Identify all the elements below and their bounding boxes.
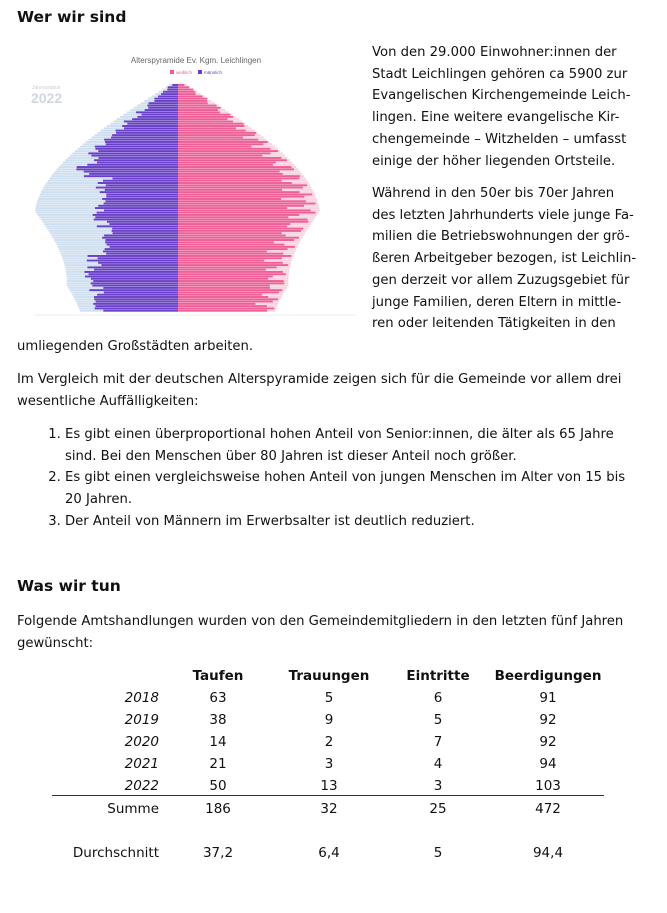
pyramid-bar-male — [94, 298, 178, 300]
pyramid-bar-female — [178, 91, 195, 93]
pyramid-bar-male — [94, 269, 178, 271]
pyramid-bar-male — [91, 278, 178, 280]
pyramid-bar-female — [178, 98, 207, 100]
pyramid-bar-male — [98, 205, 178, 207]
pyramid-bar-female — [178, 276, 273, 278]
pyramid-bar-male — [91, 282, 178, 284]
pyramid-bar-male — [87, 260, 178, 262]
pyramid-bar-female — [178, 241, 274, 243]
pyramid-bar-male — [103, 250, 178, 252]
list-item: 1. Es gibt einen überproportional hohen Anteil von Senior:innen, die älter als 65 Jahre sind. Bei den Menschen über 80 Jahren ist dieser Anteil noch größer. — [65, 424, 667, 467]
pyramid-bar-female — [178, 262, 283, 264]
pyramid-bar-female — [178, 257, 282, 259]
pyramid-bar-male — [104, 234, 178, 236]
pyramid-bar-female — [178, 273, 286, 275]
table-cell: 3 — [433, 778, 443, 794]
pyramid-bar-female — [178, 175, 300, 177]
pyramid-bar-male — [95, 305, 178, 307]
avg-cell: 6,4 — [318, 845, 340, 861]
pyramid-bar-male — [106, 253, 178, 255]
pyramid-bar-male — [77, 166, 178, 168]
pyramid-bar-female — [178, 307, 274, 309]
pyramid-bar-female — [178, 182, 292, 184]
pyramid-bar-female — [178, 253, 283, 255]
table-intro: Folgende Amtshandlungen wurden von den Gemeindemitgliedern in den letzten fünf Jahren gewünscht: — [17, 614, 624, 651]
pyramid-bar-female — [178, 130, 246, 132]
pyramid-bar-male — [112, 230, 178, 232]
pyramid-bar-female — [178, 100, 207, 102]
pyramid-bar-female — [178, 184, 307, 186]
row-year: 2021 — [124, 756, 159, 772]
row-year: 2019 — [124, 712, 159, 728]
pyramid-bar-male — [147, 105, 178, 107]
pyramid-bar-male — [127, 123, 178, 125]
section-heading-wer-wir-sind: Wer wir sind — [17, 8, 127, 26]
row-year: 2020 — [124, 734, 159, 750]
pyramid-bar-male — [98, 150, 178, 152]
pyramid-bar-male — [97, 294, 178, 296]
column-header: Trauungen — [288, 668, 370, 684]
pyramid-bar-female — [178, 155, 262, 157]
pyramid-bar-female — [178, 239, 294, 241]
pyramid-bar-male — [100, 191, 178, 193]
pyramid-bar-male — [106, 196, 178, 198]
pyramid-bar-female — [178, 141, 268, 143]
pyramid-bar-female — [178, 111, 220, 113]
pyramid-bar-male — [106, 184, 178, 186]
pyramid-bar-male — [76, 168, 178, 170]
pyramid-bar-male — [101, 264, 178, 266]
pyramid-bar-male — [105, 141, 178, 143]
table-cell: 5 — [324, 690, 334, 706]
pyramid-bar-female — [178, 214, 299, 216]
pyramid-bar-male — [88, 255, 178, 257]
pyramid-bar-male — [105, 239, 178, 241]
pyramid-bar-male — [87, 266, 178, 268]
pyramid-legend-male: männlich — [204, 70, 223, 75]
table-cell: 9 — [324, 712, 334, 728]
pyramid-bar-male — [107, 221, 178, 223]
pyramid-bar-male — [93, 280, 178, 282]
pyramid-bar-male — [124, 120, 178, 122]
pyramid-bar-male — [163, 91, 178, 93]
pyramid-bar-female — [178, 168, 294, 170]
age-pyramid-image — [14, 44, 364, 329]
pyramid-bar-male — [95, 148, 178, 150]
findings-list — [17, 424, 667, 533]
pyramid-bar-male — [91, 155, 178, 157]
table-cell: 103 — [535, 778, 561, 794]
pyramid-bar-male — [96, 301, 178, 303]
pyramid-bar-male — [103, 310, 178, 312]
table-cell: 92 — [539, 734, 557, 750]
pyramid-bar-female — [178, 139, 258, 141]
pyramid-bar-female — [178, 303, 255, 305]
pyramid-year: 2022 — [31, 90, 63, 106]
column-header: Eintritte — [406, 668, 470, 684]
pyramid-bar-female — [178, 264, 288, 266]
pyramid-bar-female — [178, 159, 287, 161]
pyramid-bar-female — [178, 285, 270, 287]
pyramid-bar-female — [178, 164, 273, 166]
pyramid-bar-female — [178, 271, 283, 273]
sum-label: Summe — [107, 801, 159, 817]
pyramid-bar-male — [92, 285, 178, 287]
row-year: 2022 — [124, 778, 159, 794]
pyramid-bar-male — [102, 198, 178, 200]
pyramid-bar-female — [178, 177, 299, 179]
pyramid-bar-male — [109, 223, 178, 225]
table-cell: 21 — [209, 756, 227, 772]
table-cell: 92 — [539, 712, 557, 728]
pyramid-bar-female — [178, 298, 278, 300]
pyramid-bar-male — [116, 132, 178, 134]
pyramid-bar-male — [142, 114, 178, 116]
pyramid-bar-female — [178, 289, 282, 291]
pyramid-bar-female — [178, 207, 287, 209]
pyramid-bar-male — [84, 271, 178, 273]
pyramid-bar-female — [178, 173, 283, 175]
pyramid-bar-female — [178, 260, 264, 262]
sum-cell: 186 — [205, 801, 231, 817]
pyramid-bar-female — [178, 157, 281, 159]
pyramid-bar-male — [105, 248, 178, 250]
pyramid-bar-male — [95, 307, 178, 309]
pyramid-bar-male — [107, 244, 178, 246]
pyramid-bar-female — [178, 148, 270, 150]
pyramid-bar-male — [145, 109, 178, 111]
table-cell: 13 — [320, 778, 338, 794]
column-header: Taufen — [192, 668, 244, 684]
column-header: Beerdigungen — [494, 668, 602, 684]
pyramid-bar-female — [178, 280, 284, 282]
pyramid-bar-female — [178, 93, 196, 95]
pyramid-bar-female — [178, 114, 230, 116]
pyramid-bar-female — [178, 134, 255, 136]
pyramid-bar-female — [178, 171, 280, 173]
pyramid-bar-female — [178, 230, 301, 232]
pyramid-bar-female — [178, 310, 267, 312]
pyramid-bar-male — [98, 257, 178, 259]
pyramid-bar-female — [178, 212, 316, 214]
pyramid-bar-female — [178, 294, 262, 296]
table-cell: 94 — [539, 756, 557, 772]
pyramid-bar-female — [178, 95, 203, 97]
pyramid-legend-female: weiblich — [176, 70, 193, 75]
pyramid-bar-male — [84, 171, 178, 173]
list-item: 3. Der Anteil von Männern im Erwerbsalter ist deutlich reduziert. — [65, 511, 667, 533]
pyramid-bar-female — [178, 250, 267, 252]
pyramid-bar-female — [178, 223, 290, 225]
avg-cell: 37,2 — [202, 845, 234, 861]
pyramid-bar-female — [178, 278, 268, 280]
table-cell: 38 — [209, 712, 227, 728]
pyramid-bar-female — [178, 237, 299, 239]
pyramid-bar-female — [178, 152, 270, 154]
pyramid-bar-male — [116, 130, 178, 132]
pyramid-bar-male — [95, 146, 178, 148]
pyramid-bar-female — [178, 123, 243, 125]
pyramid-year-label: Jahresstatus — [32, 85, 61, 91]
pyramid-bar-male — [97, 225, 178, 227]
pyramid-bar-female — [178, 193, 312, 195]
table-cell: 3 — [324, 756, 334, 772]
pyramid-bar-female — [178, 89, 193, 91]
sum-cell: 472 — [535, 801, 561, 817]
pyramid-bar-female — [178, 282, 284, 284]
avg-label: Durchschnitt — [72, 845, 159, 861]
pyramid-bar-female — [178, 219, 307, 221]
pyramid-bar-male — [172, 84, 178, 86]
pyramid-bar-male — [148, 107, 178, 109]
pyramid-bar-male — [103, 180, 178, 182]
pyramid-bar-female — [178, 105, 216, 107]
pyramid-bar-female — [178, 166, 291, 168]
sum-divider — [52, 795, 604, 796]
pyramid-bar-male — [104, 139, 178, 141]
table-cell: 50 — [209, 778, 227, 794]
pyramid-bar-male — [112, 228, 178, 230]
pyramid-bar-male — [110, 246, 178, 248]
pyramid-bar-male — [95, 207, 178, 209]
pyramid-bar-male — [98, 262, 178, 264]
pyramid-bar-female — [178, 291, 279, 293]
pyramid-bar-male — [105, 200, 178, 202]
pyramid-bar-male — [89, 173, 178, 175]
pyramid-bar-female — [178, 196, 304, 198]
pyramid-bar-female — [178, 198, 281, 200]
pyramid-bar-female — [178, 246, 295, 248]
pyramid-bar-male — [85, 276, 178, 278]
pyramid-title: Alterspyramide Ev. Kgm. Leichlingen — [130, 56, 262, 65]
pyramid-bar-male — [137, 116, 178, 118]
table-cell: 2 — [324, 734, 334, 750]
pyramid-bar-female — [178, 287, 270, 289]
pyramid-bar-female — [178, 234, 286, 236]
pyramid-bar-male — [102, 237, 178, 239]
pyramid-bar-male — [98, 182, 178, 184]
pyramid-bar-female — [178, 200, 306, 202]
pyramid-bar-male — [158, 95, 178, 97]
pyramid-bar-male — [111, 136, 178, 138]
pyramid-bar-male — [94, 296, 178, 298]
pyramid-bar-male — [89, 273, 178, 275]
pyramid-bar-male — [97, 212, 178, 214]
pyramid-bar-male — [94, 219, 178, 221]
sum-cell: 32 — [320, 801, 338, 817]
pyramid-bar-female — [178, 143, 263, 145]
list-item: 2. Es gibt einen vergleichsweise hohen Anteil von jungen Menschen im Alter von 15 bis 20 Jahren. — [65, 467, 667, 510]
pyramid-bar-male — [124, 127, 178, 129]
pyramid-bar-female — [178, 209, 311, 211]
pyramid-bar-female — [178, 86, 189, 88]
pyramid-bar-male — [106, 143, 178, 145]
pyramid-bar-female — [178, 296, 268, 298]
pyramid-bar-female — [178, 225, 287, 227]
intro-paragraph: Von den 29.000 Einwohner:innen der Stadt Leichlingen gehören ca 5900 zur Evangelischen Kirchengemeinde Leich- lingen. Eine weitere evangelische Kir- chengemeinde – Witzhelden – umfasst einige der höher liegenden Ortsteile. — [372, 45, 631, 169]
pyramid-bar-male — [113, 177, 178, 179]
table-cell: 4 — [433, 756, 443, 772]
pyramid-bar-female — [178, 216, 288, 218]
table-cell: 6 — [433, 690, 443, 706]
pyramid-bar-female — [178, 305, 267, 307]
pyramid-bar-male — [89, 289, 178, 291]
pyramid-bar-male — [167, 89, 178, 91]
pyramid-bar-female — [178, 228, 303, 230]
pyramid-bar-female — [178, 232, 282, 234]
pyramid-bar-female — [178, 132, 256, 134]
pyramid-bar-male — [84, 175, 178, 177]
pyramid-bar-male — [132, 118, 178, 120]
pyramid-bar-female — [178, 189, 282, 191]
pyramid-bar-male — [87, 164, 178, 166]
sum-cell: 25 — [429, 801, 447, 817]
pyramid-bar-male — [149, 102, 178, 104]
pyramid-bar-male — [105, 189, 178, 191]
pyramid-bar-male — [122, 125, 178, 127]
pyramid-bar-female — [178, 136, 243, 138]
pyramid-bar-female — [178, 84, 184, 86]
pyramid-bar-female — [178, 118, 228, 120]
pyramid-bar-male — [104, 209, 178, 211]
row-year: 2018 — [124, 690, 159, 706]
table-cell: 7 — [433, 734, 443, 750]
pyramid-bar-female — [178, 244, 284, 246]
pyramid-bar-female — [178, 187, 303, 189]
table-cell: 91 — [539, 690, 557, 706]
pyramid-bar-male — [103, 287, 178, 289]
pyramid-bar-female — [178, 266, 277, 268]
pyramid-bar-female — [178, 248, 288, 250]
pyramid-bar-female — [178, 301, 273, 303]
pyramid-bar-female — [178, 221, 308, 223]
table-cell: 14 — [209, 734, 227, 750]
table-cell: 63 — [209, 690, 227, 706]
pyramid-bar-male — [96, 187, 178, 189]
pyramid-bar-male — [168, 86, 178, 88]
pyramid-bar-female — [178, 146, 251, 148]
pyramid-bar-female — [178, 180, 282, 182]
pyramid-bar-female — [178, 127, 236, 129]
history-paragraph-tail: umliegenden Großstädten arbeiten. — [17, 339, 254, 354]
pyramid-bar-male — [154, 100, 178, 102]
pyramid-bar-female — [178, 125, 245, 127]
pyramid-bar-female — [178, 116, 233, 118]
pyramid-bar-male — [99, 157, 178, 159]
pyramid-bar-female — [178, 107, 221, 109]
pyramid-bar-male — [113, 232, 178, 234]
pyramid-bar-male — [93, 303, 178, 305]
pyramid-bar-female — [178, 203, 315, 205]
pyramid-bar-female — [178, 102, 208, 104]
pyramid-bar-female — [178, 150, 278, 152]
history-paragraph: Während in den 50er bis 70er Jahren des letzten Jahrhunderts viele junge Fa- milien die Betriebswohnungen der grö- ßeren Arbeitgeber bezogen, ist Leichlin- gen derzeit vor allem Zuzugsgebiet für junge Familien, deren Eltern in mittle- ren oder leitenden Tätigkeiten in den — [372, 186, 637, 332]
pyramid-bar-male — [94, 159, 178, 161]
pyramid-bar-male — [104, 291, 178, 293]
pyramid-bar-male — [104, 203, 178, 205]
pyramid-bar-male — [97, 162, 178, 164]
section-heading-was-wir-tun: Was wir tun — [17, 577, 121, 595]
pyramid-bar-male — [136, 111, 178, 113]
pyramid-bar-female — [178, 269, 266, 271]
pyramid-bar-female — [178, 205, 304, 207]
pyramid-bar-male — [161, 93, 178, 95]
pyramid-bar-female — [178, 191, 300, 193]
pyramid-bar-female — [178, 109, 218, 111]
pyramid-bar-male — [88, 152, 178, 154]
avg-cell: 5 — [433, 845, 443, 861]
pyramid-bar-female — [178, 255, 291, 257]
pyramid-bar-male — [154, 98, 178, 100]
pyramid-bar-male — [105, 241, 178, 243]
pyramid-bar-male — [95, 216, 178, 218]
pyramid-bar-male — [112, 134, 178, 136]
pyramid-bar-female — [178, 120, 233, 122]
comparison-paragraph: Im Vergleich mit der deutschen Alterspyramide zeigen sich für die Gemeinde vor allem drei wesentliche Auffälligkeiten: — [17, 372, 622, 409]
avg-cell: 94,4 — [532, 845, 564, 861]
pyramid-bar-male — [93, 214, 178, 216]
pyramid-bar-female — [178, 162, 276, 164]
pyramid-bar-male — [106, 193, 178, 195]
table-cell: 5 — [433, 712, 443, 728]
